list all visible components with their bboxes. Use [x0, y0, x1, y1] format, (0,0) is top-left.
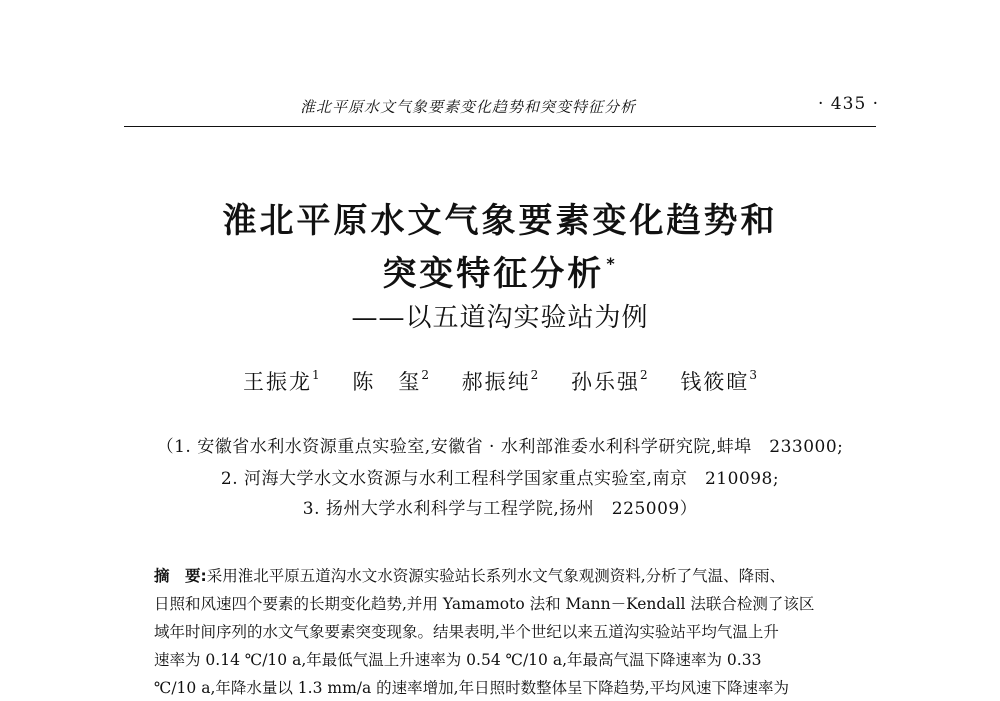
- author: [243, 366, 320, 396]
- author-affil-mark: 2: [530, 368, 539, 382]
- abstract-label: 摘 要:: [154, 567, 207, 585]
- author-name: 郝振纯: [461, 370, 531, 394]
- author: [680, 366, 757, 396]
- affiliation-2: 2. 河海大学水文水资源与水利工程科学国家重点实验室,南京 210098;: [220, 469, 780, 489]
- author: [352, 366, 429, 396]
- affiliation-1: （1. 安徽省水利水资源重点实验室,安徽省 · 水利部淮委水利科学研究院,蚌埠 233000;: [156, 437, 844, 457]
- abstract-text: 采用淮北平原五道沟水文水资源实验站长系列水文气象观测资料,分析了气温、降雨、: [206, 567, 786, 585]
- paper-title-line1: 淮北平原水文气象要素变化趋势和: [222, 201, 778, 241]
- abstract-line: ℃/10 a,年降水量以 1.3 mm/a 的速率增加,年日照时数整体呈下降趋势,平均风速下降速率为: [154, 679, 790, 697]
- author-name: 孙乐强: [571, 370, 640, 394]
- author: [571, 366, 648, 396]
- abstract-line: 日照和风速四个要素的长期变化趋势,并用 Yamamoto 法和 Mann－Kendall 法联合检测了该区: [154, 595, 815, 613]
- abstract-line: 速率为 0.14 ℃/10 a,年最低气温上升速率为 0.54 ℃/10 a,年最高气温下降速率为 0.33: [154, 651, 762, 669]
- paper-title-line2: [0, 246, 1000, 295]
- title-footnote-mark: *: [606, 254, 618, 273]
- author-affil-mark: 2: [421, 368, 429, 382]
- paper-title-line2-text: 突变特征分析: [382, 254, 605, 294]
- author: [462, 366, 539, 396]
- author-affil-mark: 3: [749, 368, 757, 382]
- running-head-title: 淮北平原水文气象要素变化趋势和突变特征分析: [300, 98, 637, 116]
- abstract-line: 域年时间序列的水文气象要素突变现象。结果表明,半个世纪以来五道沟实验站平均气温上升: [154, 623, 779, 641]
- author-list: [0, 366, 1000, 396]
- header-rule: [124, 126, 876, 127]
- paper-subtitle: ——以五道沟实验站为例: [351, 303, 649, 333]
- author-name: 王振龙: [243, 370, 313, 394]
- affiliation-3: 3. 扬州大学水利科学与工程学院,扬州 225009）: [302, 499, 698, 519]
- author-affil-mark: 1: [312, 368, 320, 382]
- abstract-line: [154, 563, 785, 589]
- author-name: 钱筱暄: [680, 370, 750, 394]
- page-number: · 435 ·: [818, 94, 880, 114]
- author-name: 陈 玺: [352, 370, 422, 394]
- author-affil-mark: 2: [640, 368, 648, 382]
